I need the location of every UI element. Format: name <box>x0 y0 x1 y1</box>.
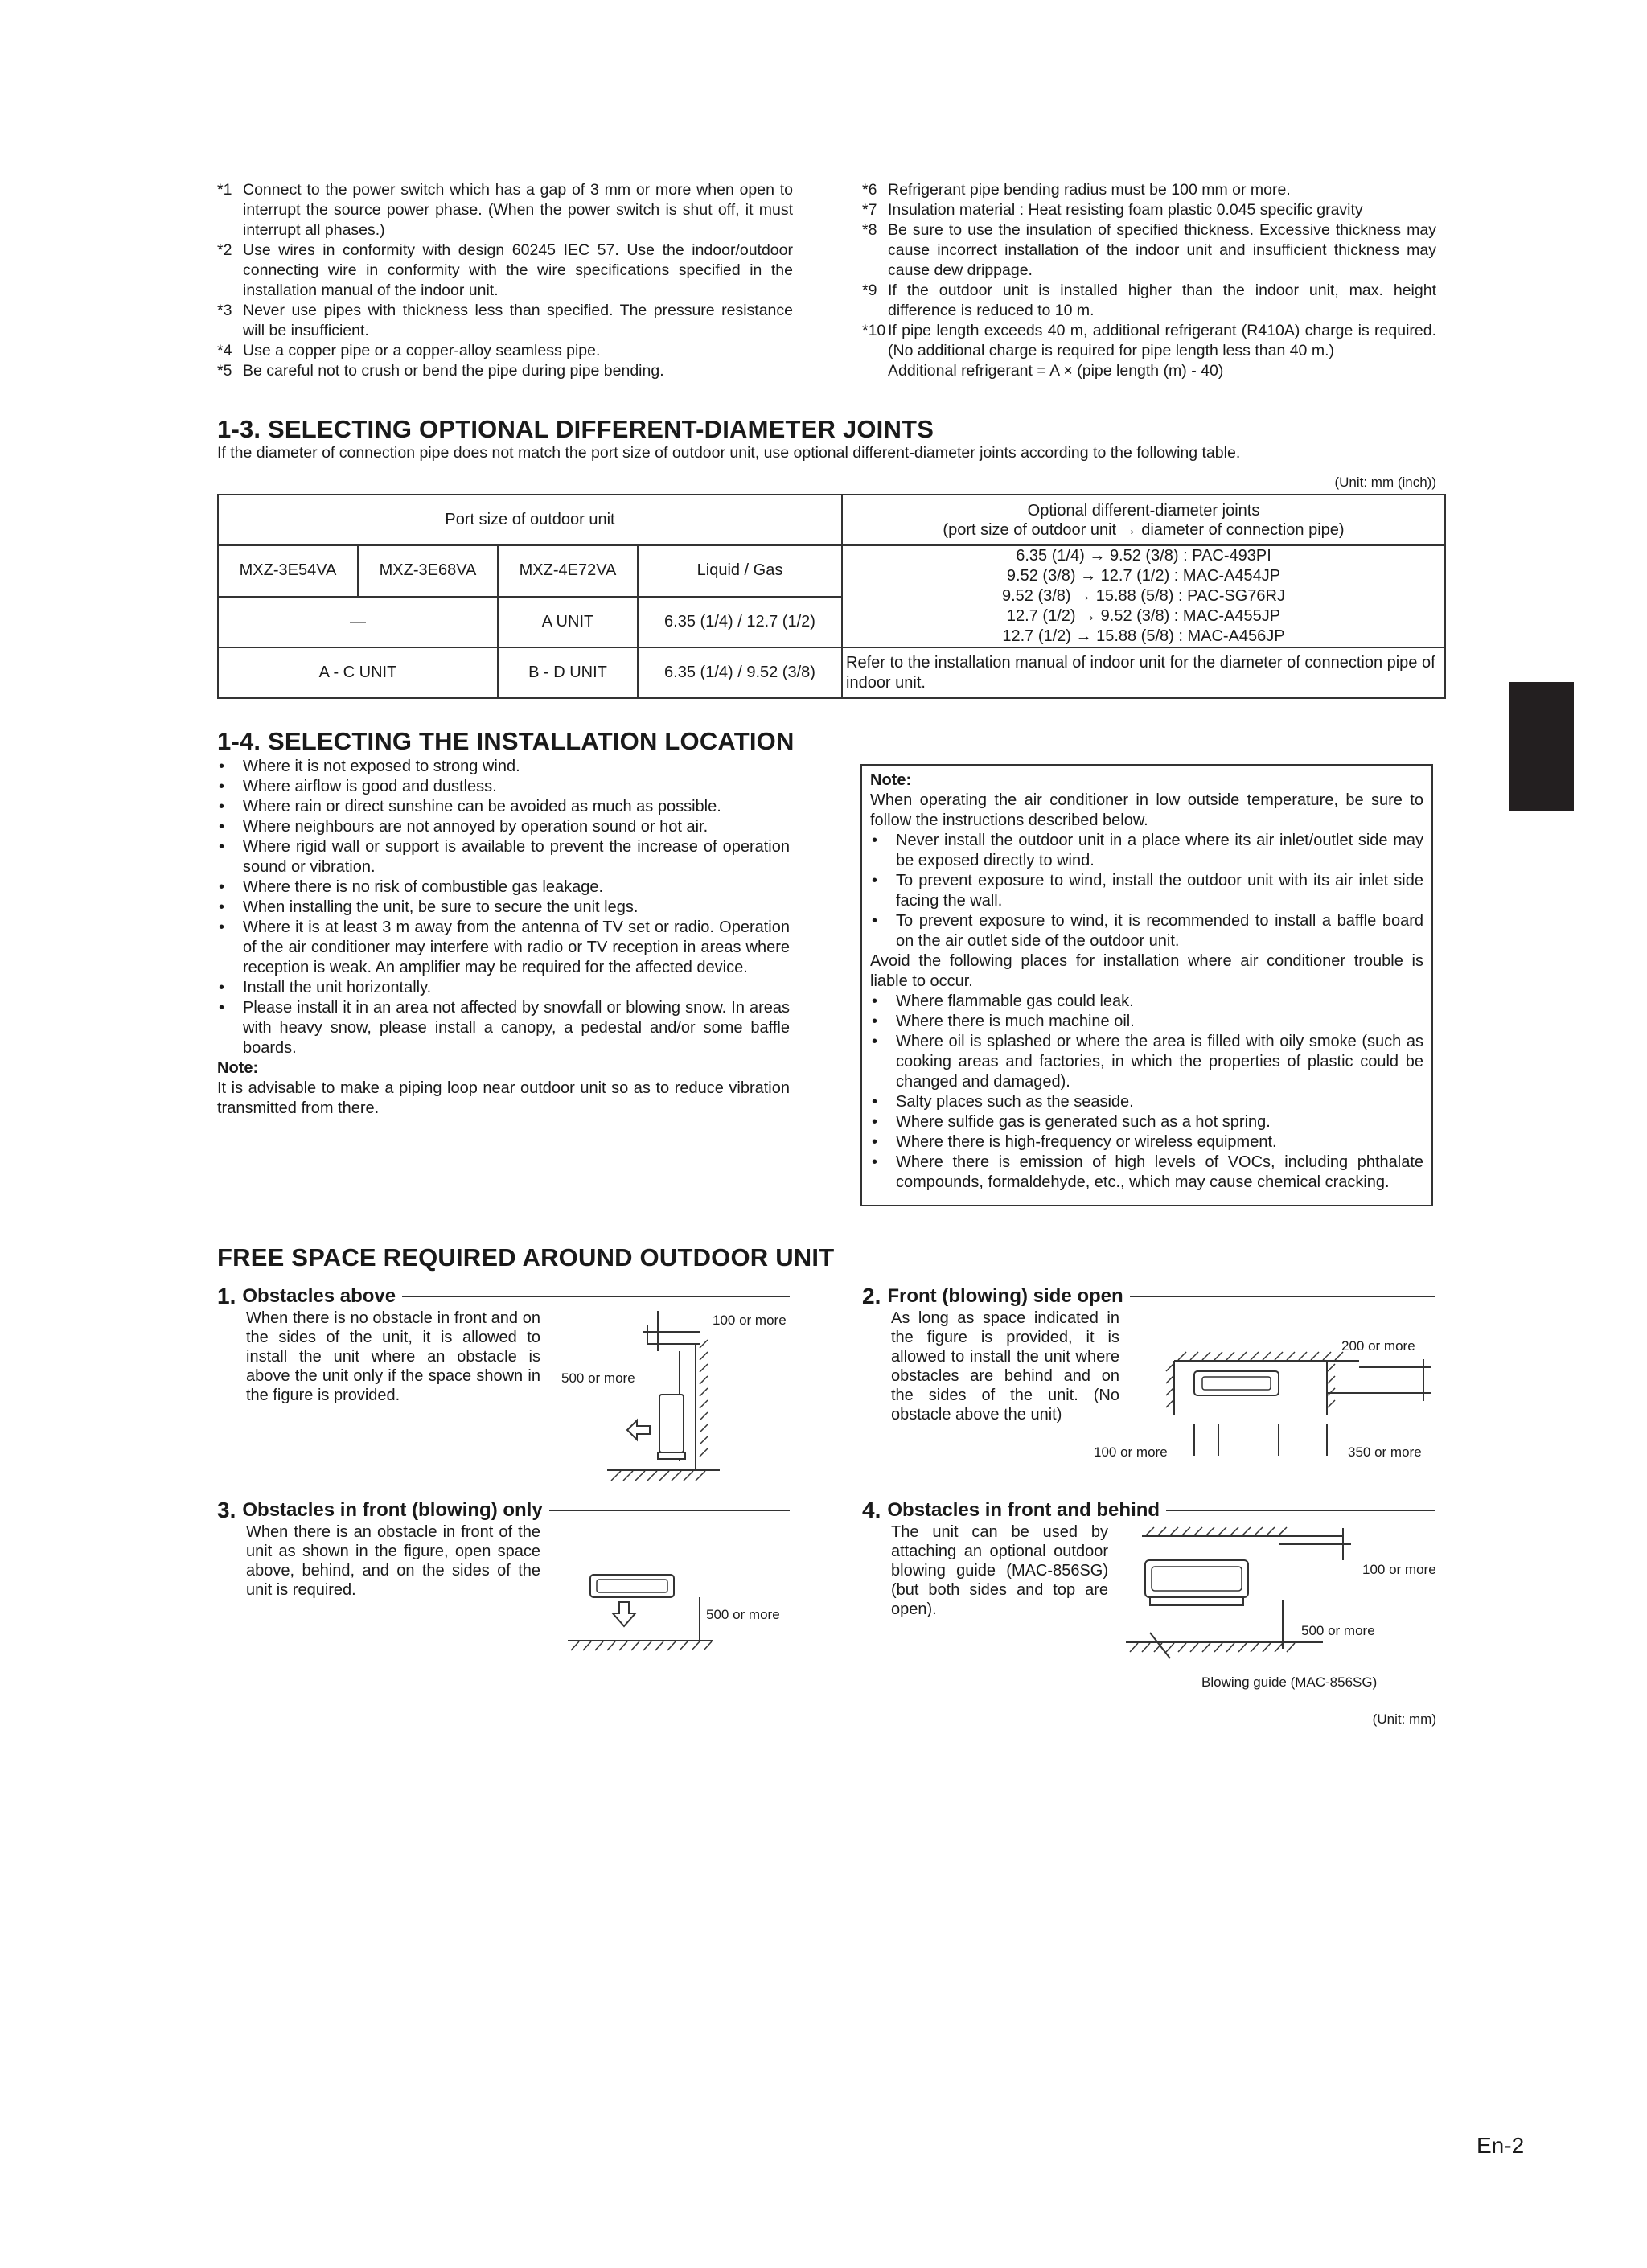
bullet-item <box>870 1092 1423 1112</box>
ob2-dim-back: 200 or more <box>1341 1338 1415 1354</box>
bullet-text: Where it is not exposed to strong wind. <box>243 758 520 775</box>
bullet-dot: • <box>219 778 225 795</box>
bullet-item <box>870 1032 1423 1092</box>
refer-note: Refer to the installation manual of indoor unit for the diameter of connection pipe of indoor unit. <box>842 647 1445 698</box>
bullet-dot: • <box>219 999 225 1017</box>
joints-list <box>842 545 1445 647</box>
row-a-unit: A UNIT <box>498 597 638 648</box>
model-cell: MXZ-3E68VA <box>358 545 498 597</box>
bullet-item <box>870 871 1423 911</box>
ob3-num: 3. <box>217 1498 236 1522</box>
model-cell: MXZ-4E72VA <box>498 545 638 597</box>
footnote-mark: *9 <box>862 281 877 299</box>
ob1-num: 1. <box>217 1284 236 1309</box>
footnote <box>217 361 793 381</box>
bullet-item <box>217 757 790 777</box>
bullet-text: To prevent exposure to wind, install the outdoor unit with its air inlet side facing the wall. <box>896 872 1423 910</box>
bullet-text: Where there is no risk of combustible gas leakage. <box>243 878 603 896</box>
bullet-text: Where airflow is good and dustless. <box>243 778 497 795</box>
footnote-text: Connect to the power switch which has a gap of 3 mm or more when open to interrupt the source power phase. (When the power switch is shut off, it must interrupt all phases.) <box>243 181 793 239</box>
ob4-text: The unit can be used by attaching an optional outdoor blowing guide (MAC-856SG) (but both sides and top are open). <box>891 1523 1108 1618</box>
ob4-diagram <box>1118 1520 1359 1673</box>
bullet-dot: • <box>872 1013 878 1030</box>
bullet-dot: • <box>872 1133 878 1151</box>
footnote <box>862 321 1436 361</box>
note-box <box>860 764 1433 1206</box>
footnote <box>862 220 1436 281</box>
divider <box>1130 1296 1435 1297</box>
header-joints <box>842 495 1445 545</box>
joint-item: 6.35 (1/4) → 9.52 (3/8) : PAC-493PI <box>1016 547 1271 565</box>
footnote-mark: *5 <box>217 362 232 380</box>
note-box-intro: When operating the air conditioner in low outside temperature, be sure to follow the instructions described below. <box>870 791 1423 829</box>
footnote <box>217 301 793 341</box>
bullet-text: Where sulfide gas is generated such as a hot spring. <box>896 1113 1271 1131</box>
bullet-dot: • <box>872 1033 878 1050</box>
footnote-text: Use wires in conformity with design 60245 IEC 57. Use the indoor/outdoor connecting wire in conformity with the wire specifications specified in the installation manual of the indoor unit. <box>243 241 793 299</box>
ob2-title-row <box>862 1284 1435 1309</box>
note-box-label: Note: <box>870 771 912 789</box>
footnote-text: Never use pipes with thickness less than specified. The pressure resistance will be insufficient. <box>243 302 793 339</box>
ob4-title: Obstacles in front and behind <box>887 1499 1160 1521</box>
bullet-item <box>217 998 790 1058</box>
bullet-dot: • <box>872 1153 878 1171</box>
bullet-item <box>217 877 790 898</box>
bullet-dot: • <box>872 912 878 930</box>
bullet-text: Where rigid wall or support is available to prevent the increase of operation sound or vibration. <box>243 838 790 876</box>
footnote-text: Use a copper pipe or a copper-alloy seamless pipe. <box>243 342 601 360</box>
section-13-unit: (Unit: mm (inch)) <box>1334 475 1436 490</box>
bullet-text: Where oil is splashed or where the area is filled with oily smoke (such as cooking areas and factories, in which the properties of plastic could be changed and damaged). <box>896 1033 1423 1091</box>
footnote-text: Refrigerant pipe bending radius must be 100 mm or more. <box>888 181 1291 199</box>
bullet-item <box>217 817 790 837</box>
bullet-dot: • <box>872 1093 878 1111</box>
ob4-dim-front: 500 or more <box>1301 1623 1375 1638</box>
bullet-item <box>870 1152 1423 1193</box>
ob3-text: When there is an obstacle in front of the unit as shown in the figure, open space above, behind, and on the sides of the unit is required. <box>246 1523 540 1599</box>
location-note-label: Note: <box>217 1059 259 1077</box>
bullet-item <box>870 1132 1423 1152</box>
footnote <box>217 240 793 301</box>
header-joints-line2: (port size of outdoor unit → diameter of connection pipe) <box>943 520 1345 539</box>
ob1-dim-top: 100 or more <box>713 1313 787 1328</box>
location-list <box>217 757 790 1119</box>
bullet-item <box>217 898 790 918</box>
bullet-item <box>870 911 1423 951</box>
footnote-text: Be careful not to crush or bend the pipe during pipe bending. <box>243 362 664 380</box>
bullet-item <box>870 831 1423 871</box>
joint-item: 9.52 (3/8) → 15.88 (5/8) : PAC-SG76RJ <box>1001 587 1285 605</box>
section-14-heading: 1-4. SELECTING THE INSTALLATION LOCATION <box>217 727 795 755</box>
ob4-guide-label: Blowing guide (MAC-856SG) <box>1201 1674 1378 1690</box>
ob2-dim-left: 100 or more <box>1094 1444 1168 1460</box>
divider <box>402 1296 790 1297</box>
ob1-title: Obstacles above <box>242 1285 396 1307</box>
bullet-dot: • <box>872 1113 878 1131</box>
bullet-dot: • <box>219 838 225 856</box>
bullet-dot: • <box>219 878 225 896</box>
bullet-text: Where flammable gas could leak. <box>896 992 1134 1010</box>
footnote-mark: *4 <box>217 342 232 360</box>
ob1-dim-side: 500 or more <box>561 1370 635 1386</box>
footnote-mark: *1 <box>217 181 232 199</box>
bullet-item <box>217 978 790 998</box>
footnote-mark: *8 <box>862 221 877 239</box>
bullet-item <box>217 837 790 877</box>
row-b-size: 6.35 (1/4) / 9.52 (3/8) <box>638 647 842 698</box>
ob3-title-row <box>217 1498 790 1523</box>
bullet-text: Where there is much machine oil. <box>896 1013 1135 1030</box>
page-number: En-2 <box>1477 2133 1525 2158</box>
row-b-unit: B - D UNIT <box>498 647 638 698</box>
footnote <box>217 341 793 361</box>
row-a-size: 6.35 (1/4) / 12.7 (1/2) <box>638 597 842 648</box>
liquid-gas-cell: Liquid / Gas <box>638 545 842 597</box>
footnote-mark: *2 <box>217 241 232 259</box>
footnote <box>862 281 1436 321</box>
free-space-heading: FREE SPACE REQUIRED AROUND OUTDOOR UNIT <box>217 1243 835 1272</box>
footnote-text: If the outdoor unit is installed higher than the indoor unit, max. height difference is reduced to 10 m. <box>888 281 1436 319</box>
bullet-text: When installing the unit, be sure to secure the unit legs. <box>243 898 639 916</box>
footnote-mark: *10 <box>862 322 886 339</box>
section-13-heading: 1-3. SELECTING OPTIONAL DIFFERENT-DIAMETER JOINTS <box>217 415 934 443</box>
ob2-dim-right: 350 or more <box>1348 1444 1422 1460</box>
divider <box>549 1510 790 1511</box>
ob4-dim-back: 100 or more <box>1362 1562 1436 1577</box>
footnote <box>862 180 1436 200</box>
bullet-text: Where neighbours are not annoyed by operation sound or hot air. <box>243 818 708 836</box>
bullet-item <box>217 918 790 978</box>
footnotes-right <box>862 180 1436 381</box>
free-space-unit: (Unit: mm) <box>1372 1711 1436 1727</box>
ob1-text: When there is no obstacle in front and on the sides of the unit, it is allowed to install the unit where an obstacle is above the unit only if the space shown in the figure is provided. <box>246 1309 540 1404</box>
side-tab <box>1509 682 1574 811</box>
footnote <box>217 180 793 240</box>
bullet-text: Please install it in an area not affected by snowfall or blowing snow. In areas with heavy snow, please install a canopy, a pedestal and/or some baffle boards. <box>243 999 790 1057</box>
bullet-text: Install the unit horizontally. <box>243 979 432 996</box>
bullet-text: Never install the outdoor unit in a place where its air inlet/outlet side may be exposed directly to wind. <box>896 832 1423 869</box>
bullet-text: Where there is emission of high levels of VOCs, including phthalate compounds, formaldehyde, etc., which may cause chemical cracking. <box>896 1153 1423 1191</box>
bullet-dot: • <box>219 798 225 816</box>
header-joints-line1: Optional different-diameter joints <box>1027 501 1260 520</box>
bullet-dot: • <box>219 818 225 836</box>
joint-item: 12.7 (1/2) → 9.52 (3/8) : MAC-A455JP <box>1006 607 1281 625</box>
joints-table <box>217 494 1446 699</box>
divider <box>1166 1510 1435 1511</box>
row-b-models: A - C UNIT <box>218 647 498 698</box>
footnote-text: Be sure to use the insulation of specified thickness. Excessive thickness may cause incorrect installation of the indoor unit and insufficient thickness may cause dew drippage. <box>888 221 1436 279</box>
section-13-intro: If the diameter of connection pipe does not match the port size of outdoor unit, use optional different-diameter joints according to the following table. <box>217 444 1241 462</box>
ob4-num: 4. <box>862 1498 881 1522</box>
joint-item: 9.52 (3/8) → 12.7 (1/2) : MAC-A454JP <box>1006 567 1281 585</box>
footnote <box>862 361 1436 381</box>
bullet-text: Where there is high-frequency or wireless equipment. <box>896 1133 1277 1151</box>
bullet-dot: • <box>219 979 225 996</box>
header-port-size: Port size of outdoor unit <box>218 495 842 545</box>
bullet-dot: • <box>219 918 225 936</box>
bullet-text: Where rain or direct sunshine can be avoided as much as possible. <box>243 798 721 816</box>
bullet-dot: • <box>872 992 878 1010</box>
footnote <box>862 200 1436 220</box>
footnote-text: If pipe length exceeds 40 m, additional refrigerant (R410A) charge is required. (No additional charge is required for pipe length less than 40 m.) <box>888 322 1436 360</box>
ob2-num: 2. <box>862 1284 881 1309</box>
footnote-mark <box>862 361 888 381</box>
footnote-text: Insulation material : Heat resisting foam plastic 0.045 specific gravity <box>888 201 1363 219</box>
ob2-text: As long as space indicated in the figure is provided, it is allowed to install the unit where obstacles are behind and on the sides of the unit. (No obstacle above the unit) <box>891 1309 1119 1424</box>
bullet-dot: • <box>219 758 225 775</box>
footnotes-left <box>217 180 793 381</box>
location-note-text: It is advisable to make a piping loop near outdoor unit so as to reduce vibration transmitted from there. <box>217 1079 790 1117</box>
ob3-title: Obstacles in front (blowing) only <box>242 1499 543 1521</box>
footnote-text: Additional refrigerant = A × (pipe length (m) - 40) <box>888 362 1224 380</box>
footnote-mark: *7 <box>862 201 877 219</box>
ob3-dim-front: 500 or more <box>706 1607 780 1622</box>
bullet-dot: • <box>872 872 878 890</box>
bullet-text: Where it is at least 3 m away from the antenna of TV set or radio. Operation of the air conditioner may interfere with radio or TV reception in areas where reception is weak. An amplifier may be required for the affected device. <box>243 918 790 976</box>
bullet-item <box>870 1112 1423 1132</box>
bullet-text: To prevent exposure to wind, it is recommended to install a baffle board on the air outlet side of the outdoor unit. <box>896 912 1423 950</box>
bullet-item <box>870 992 1423 1012</box>
row-a-models: — <box>218 597 498 648</box>
model-cell: MXZ-3E54VA <box>218 545 358 597</box>
bullet-text: Salty places such as the seaside. <box>896 1093 1134 1111</box>
note-box-mid: Avoid the following places for installation where air conditioner trouble is liable to occur. <box>870 952 1423 990</box>
bullet-dot: • <box>219 898 225 916</box>
ob2-title: Front (blowing) side open <box>887 1285 1123 1307</box>
footnote-mark: *6 <box>862 181 877 199</box>
bullet-item <box>217 777 790 797</box>
footnote-mark: *3 <box>217 302 232 319</box>
bullet-item <box>870 1012 1423 1032</box>
bullet-item <box>217 797 790 817</box>
bullet-dot: • <box>872 832 878 849</box>
joint-item: 12.7 (1/2) → 15.88 (5/8) : MAC-A456JP <box>1002 627 1285 645</box>
